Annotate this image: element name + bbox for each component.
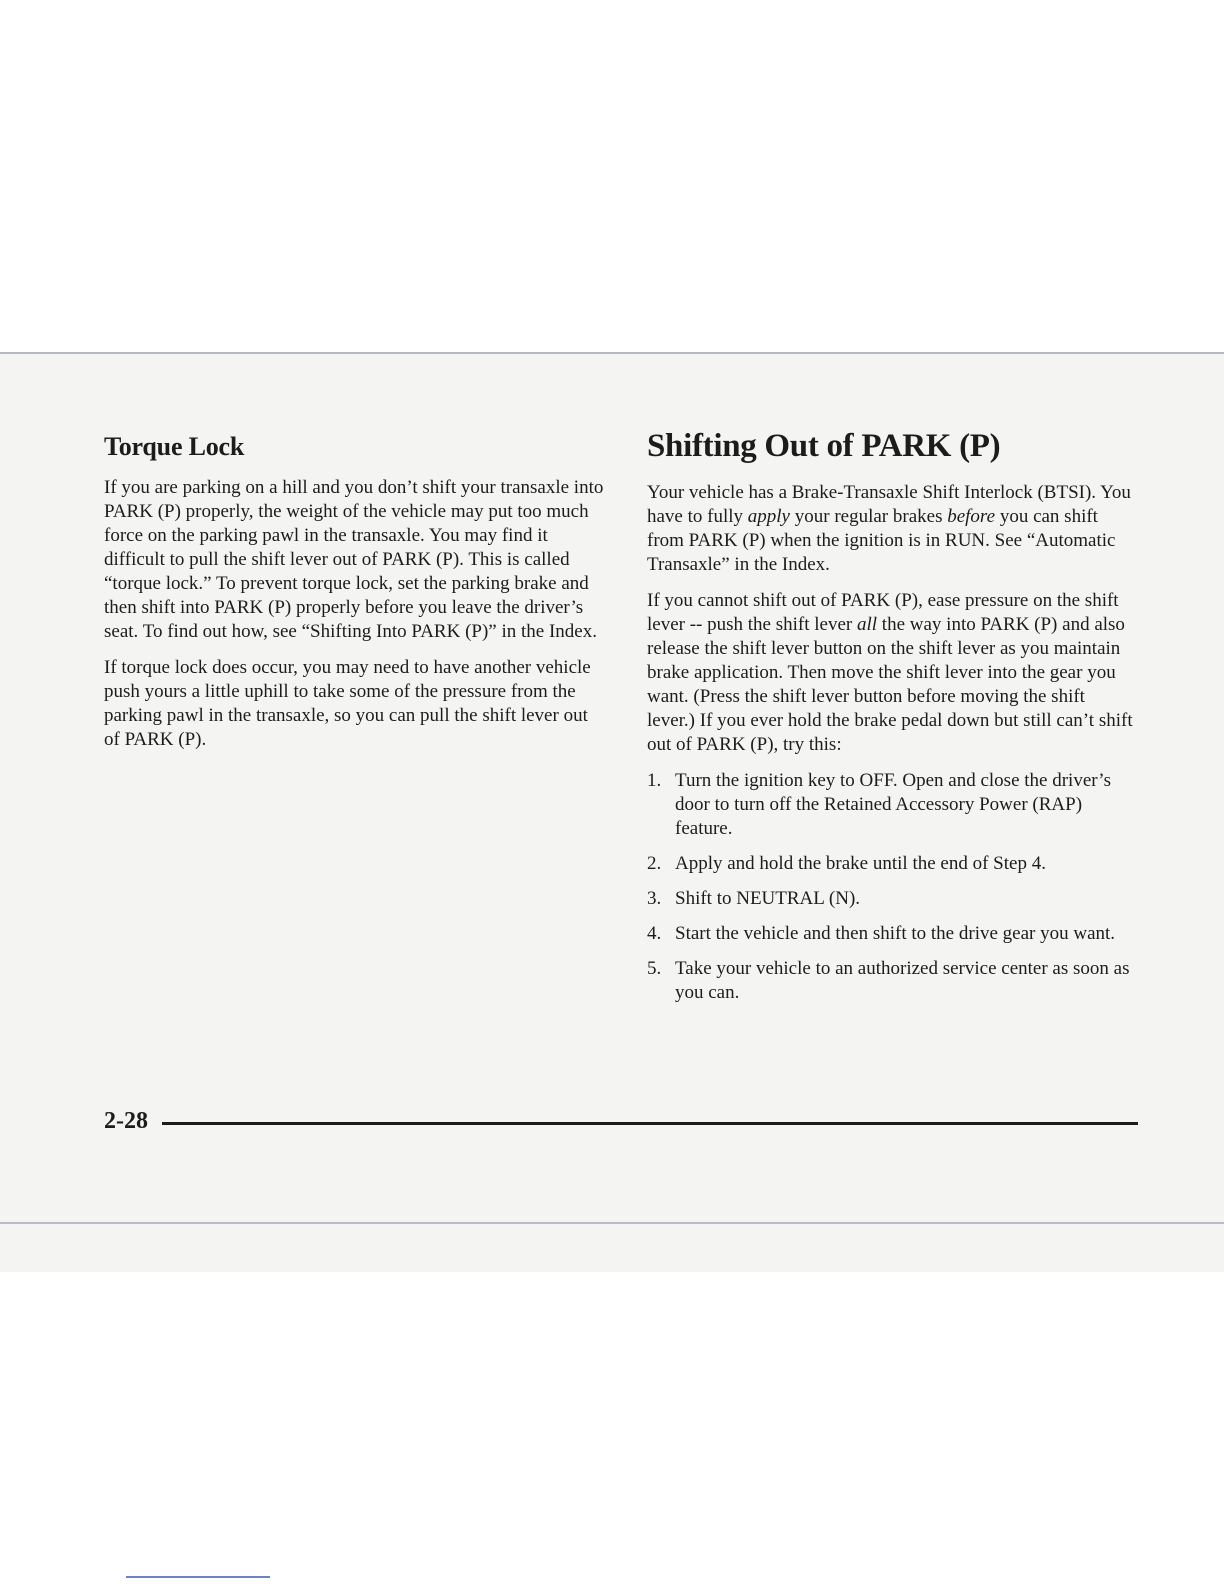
scan-edge-top <box>0 352 1224 354</box>
step-number: 1. <box>647 770 662 791</box>
step-number: 3. <box>647 888 662 909</box>
list-item <box>647 769 1135 841</box>
left-column <box>104 432 604 764</box>
cannot-shift-text-a: If you cannot shift out of PARK (P), ease pressure on the shift lever -- push the shift lever <box>647 590 1119 635</box>
list-item <box>647 957 1135 1005</box>
right-column <box>647 428 1135 1016</box>
step-text: Start the vehicle and then shift to the drive gear you want. <box>675 923 1116 944</box>
step-number: 5. <box>647 958 662 979</box>
cannot-shift-emphasis-all: all <box>856 614 878 635</box>
btsi-text-c: you can shift from PARK (P) when the ignition is in RUN. See “Automatic Transaxle” in the Index. <box>647 506 1116 575</box>
step-text: Turn the ignition key to OFF. Open and close the driver’s door to turn off the Retained Accessory Power (RAP) feature. <box>675 770 1111 839</box>
shifting-out-of-park-heading: Shifting Out of PARK (P) <box>647 428 1001 464</box>
step-number: 2. <box>647 853 662 874</box>
btsi-emphasis-before: before <box>947 506 996 527</box>
list-item <box>647 852 1135 876</box>
torque-lock-heading: Torque Lock <box>104 432 245 461</box>
step-number: 4. <box>647 923 662 944</box>
page-bottom-mark <box>126 1576 270 1578</box>
cannot-shift-paragraph <box>647 589 1135 757</box>
step-text: Take your vehicle to an authorized service center as soon as you can. <box>675 958 1130 1003</box>
step-text: Shift to NEUTRAL (N). <box>675 888 861 909</box>
list-item <box>647 922 1135 946</box>
page-footer <box>104 1108 1138 1138</box>
torque-lock-paragraph-2: If torque lock does occur, you may need to have another vehicle push yours a little uphill to take some of the pressure from the parking pawl in the transaxle, so you can pull the shift lever out of PARK (P). <box>104 657 591 750</box>
btsi-text-b: your regular brakes <box>790 506 948 527</box>
step-text: Apply and hold the brake until the end of Step 4. <box>675 853 1046 874</box>
torque-lock-paragraph-1: If you are parking on a hill and you don’t shift your transaxle into PARK (P) properly, the weight of the vehicle may put too much force on the parking pawl in the transaxle. You may find it difficult to pull the shift lever out of PARK (P). This is called “torque lock.” To prevent torque lock, set the parking brake and then shift into PARK (P) properly before you leave the driver’s seat. To find out how, see “Shifting Into PARK (P)” in the Index. <box>104 477 604 642</box>
page-number: 2-28 <box>104 1108 148 1134</box>
btsi-text-a: Your vehicle has a Brake-Transaxle Shift Interlock (BTSI). You have to fully <box>647 482 1131 527</box>
btsi-emphasis-apply: apply <box>747 506 790 527</box>
steps-list <box>647 769 1135 1005</box>
btsi-paragraph <box>647 481 1135 577</box>
cannot-shift-text-b: the way into PARK (P) and also release the shift lever button on the shift lever as you maintain brake application. Then move the shift lever into the gear you want. (Press the shift lever button before moving the shift lever.) If you ever hold the brake pedal down but still can’t shift out of PARK (P), try this: <box>647 614 1133 755</box>
list-item <box>647 887 1135 911</box>
scan-edge-bottom <box>0 1222 1224 1224</box>
footer-rule <box>162 1122 1138 1125</box>
